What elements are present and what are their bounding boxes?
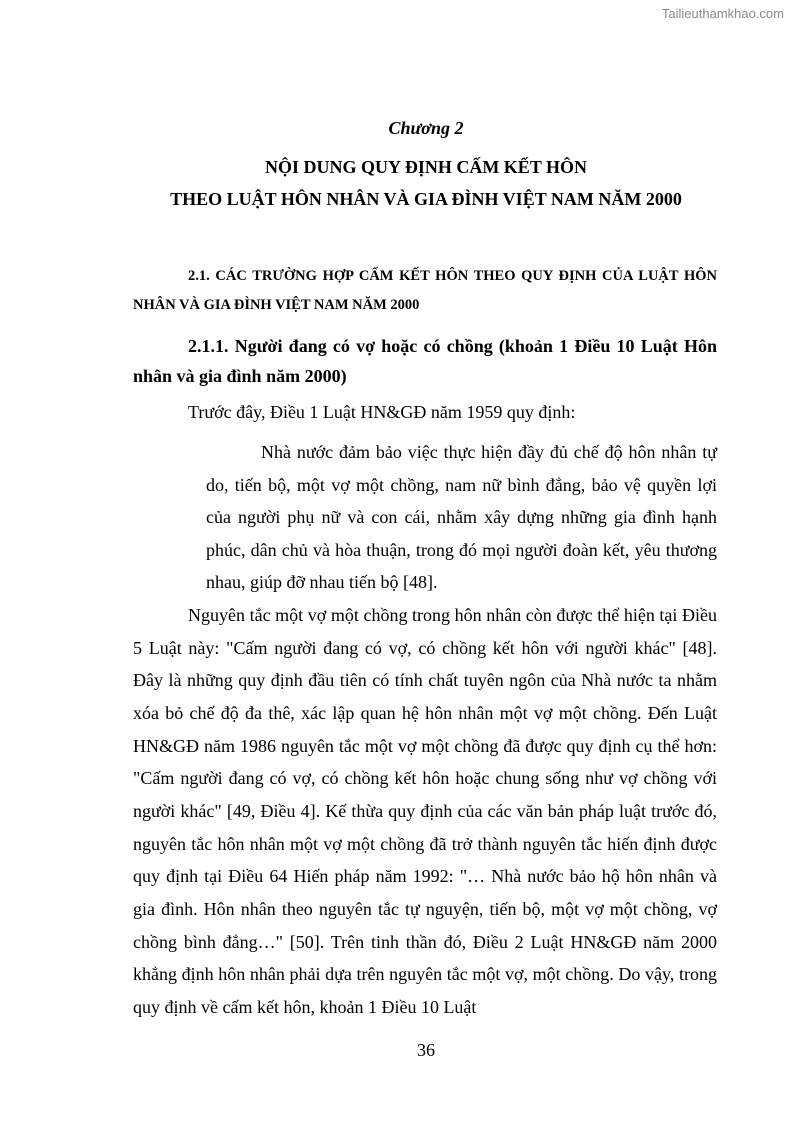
chapter-title-line-1: NỘI DUNG QUY ĐỊNH CẤM KẾT HÔN: [264, 157, 587, 177]
section-heading: 2.1. CÁC TRƯỜNG HỢP CẤM KẾT HÔN THEO QUY ĐỊNH CỦA LUẬT HÔN NHÂN VÀ GIA ĐÌNH VIỆT NAM NĂM 2000: [133, 268, 717, 313]
page-number: 36: [417, 1040, 435, 1060]
watermark: Tailieuthamkhao.com: [661, 6, 784, 21]
subsection-heading: 2.1.1. Người đang có vợ hoặc có chồng (khoản 1 Điều 10 Luật Hôn nhân và gia đình năm 2000): [133, 336, 717, 386]
paragraph-intro: Trước đây, Điều 1 Luật HN&GĐ năm 1959 quy định:: [188, 402, 576, 422]
block-quote: Nhà nước đảm bảo việc thực hiện đầy đủ chế độ hôn nhân tự do, tiến bộ, một vợ một chồng, nam nữ bình đẳng, bảo vệ quyền lợi của người phụ nữ và con cái, nhằm xây dựng những gia đình hạnh phúc, dân chủ và hòa thuận, trong đó mọi người đoàn kết, yêu thương nhau, giúp đỡ nhau tiến bộ [48].: [206, 442, 717, 592]
chapter-heading: Chương 2: [388, 118, 464, 138]
chapter-title-line-2: THEO LUẬT HÔN NHÂN VÀ GIA ĐÌNH VIỆT NAM NĂM 2000: [170, 189, 682, 209]
paragraph-body: Nguyên tắc một vợ một chồng trong hôn nhân còn được thể hiện tại Điều 5 Luật này: "Cấm người đang có vợ, có chồng kết hôn với người khác" [48]. Đây là những quy định đầu tiên có tính chất tuyên ngôn của Nhà nước ta nhằm xóa bỏ chế độ đa thê, xác lập quan hệ hôn nhân một vợ một chồng. Đến Luật HN&GĐ năm 1986 nguyên tắc một vợ một chồng đã được quy định cụ thể hơn: "Cấm người đang có vợ, có chồng kết hôn hoặc chung sống như vợ chồng với người khác" [49, Điều 4]. Kế thừa quy định của các văn bản pháp luật trước đó, nguyên tắc hôn nhân một vợ một chồng đã trở thành nguyên tắc hiến định được quy định tại Điều 64 Hiến pháp năm 1992: "… Nhà nước bảo hộ hôn nhân và gia đình. Hôn nhân theo nguyên tắc tự nguyện, tiến bộ, một vợ một chồng, vợ chồng bình đẳng…" [50]. Trên tinh thần đó, Điều 2 Luật HN&GĐ năm 2000 khẳng định hôn nhân phải dựa trên nguyên tắc một vợ, một chồng. Do vậy, trong quy định về cấm kết hôn, khoản 1 Điều 10 Luật: [133, 605, 717, 1017]
